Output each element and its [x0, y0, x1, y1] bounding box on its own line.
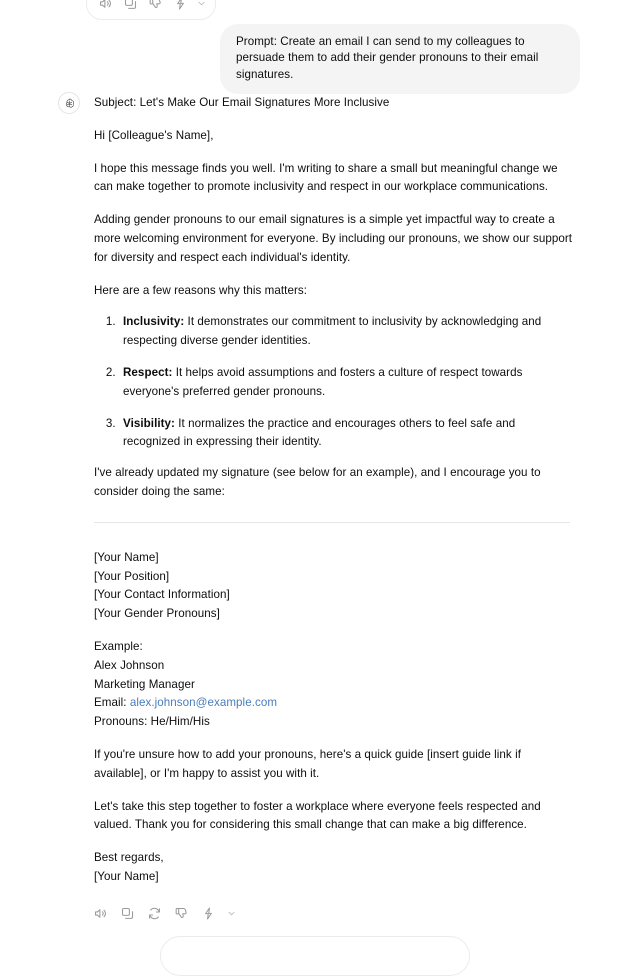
- chevron-down-icon[interactable]: [225, 905, 237, 923]
- email-closing-block: [94, 849, 574, 887]
- signature-position-placeholder: [Your Position]: [94, 569, 170, 583]
- sparkle-icon[interactable]: [170, 0, 191, 14]
- email-paragraph-1: I hope this message finds you well. I'm writing to share a small but meaningful change we can make together to promote inclusivity and respect in our workplace communications.: [94, 161, 558, 194]
- email-closing: Best regards,: [94, 851, 164, 865]
- user-message-row: [0, 24, 580, 94]
- message-action-toolbar: [90, 903, 237, 924]
- reason-term: Respect:: [123, 365, 173, 379]
- reason-text: It helps avoid assumptions and fosters a culture of respect towards everyone's preferred gender pronouns.: [123, 365, 523, 398]
- reason-term: Visibility:: [123, 416, 175, 430]
- example-email-label: Email:: [94, 696, 127, 710]
- example-name: Alex Johnson: [94, 658, 165, 672]
- copy-icon[interactable]: [117, 903, 138, 924]
- email-closing-name: [Your Name]: [94, 869, 159, 883]
- email-paragraph-3: I've already updated my signature (see below for an example), and I encourage you to consider doing the same:: [94, 466, 541, 498]
- signature-example-block: [94, 638, 574, 732]
- signature-pronouns-placeholder: [Your Gender Pronouns]: [94, 607, 220, 621]
- copy-icon[interactable]: [120, 0, 141, 14]
- example-pronouns: Pronouns: He/Him/His: [94, 715, 210, 729]
- list-item: [119, 415, 574, 453]
- list-item: [119, 313, 574, 351]
- example-email-link[interactable]: alex.johnson@example.com: [129, 696, 278, 710]
- sparkle-icon[interactable]: [198, 903, 219, 924]
- signature-name-placeholder: [Your Name]: [94, 550, 159, 564]
- reasons-list: [94, 313, 574, 452]
- signature-template-block: [94, 549, 574, 624]
- assistant-logo-icon: [58, 92, 80, 114]
- reason-text: It normalizes the practice and encourages others to feel safe and recognized in expressing their identity.: [123, 416, 516, 449]
- user-prompt-bubble[interactable]: Prompt: Create an email I can send to my colleagues to persuade them to add their gender pronouns to their email signatures.: [220, 24, 580, 94]
- reason-text: It demonstrates our commitment to inclusivity by acknowledging and respecting diverse gender identities.: [123, 315, 542, 348]
- read-aloud-icon[interactable]: [90, 903, 111, 924]
- list-item: [119, 364, 574, 402]
- email-paragraph-4: If you're unsure how to add your pronouns, here's a quick guide [insert guide link if available], or I'm happy to assist you with it.: [94, 747, 521, 780]
- example-label: Example:: [94, 639, 143, 653]
- email-subject-line: Subject: Let's Make Our Email Signatures More Inclusive: [94, 96, 390, 109]
- assistant-message-body: [94, 94, 574, 901]
- message-composer-input[interactable]: [160, 936, 470, 976]
- read-aloud-icon[interactable]: [95, 0, 116, 14]
- email-paragraph-2: Adding gender pronouns to our email signatures is a simple yet impactful way to create a more welcoming environment for everyone. By including our pronouns, we show our support for diversity and respect each individual's identity.: [94, 213, 573, 264]
- chevron-down-icon[interactable]: [195, 0, 207, 13]
- thumbs-down-icon[interactable]: [145, 0, 166, 14]
- thumbs-down-icon[interactable]: [171, 903, 192, 924]
- example-title: Marketing Manager: [94, 677, 195, 691]
- example-email-row: [94, 694, 574, 713]
- signature-contact-placeholder: [Your Contact Information]: [94, 588, 230, 602]
- email-list-intro: Here are a few reasons why this matters:: [94, 283, 308, 297]
- reason-term: Inclusivity:: [123, 315, 185, 329]
- email-paragraph-5: Let's take this step together to foster a workplace where everyone feels respected and valued. Thank you for considering this small change that can make a big difference.: [94, 799, 541, 832]
- email-greeting: Hi [Colleague's Name],: [94, 128, 214, 142]
- regenerate-icon[interactable]: [144, 903, 165, 924]
- signature-divider: [94, 522, 570, 523]
- previous-message-action-toolbar: [86, 0, 216, 20]
